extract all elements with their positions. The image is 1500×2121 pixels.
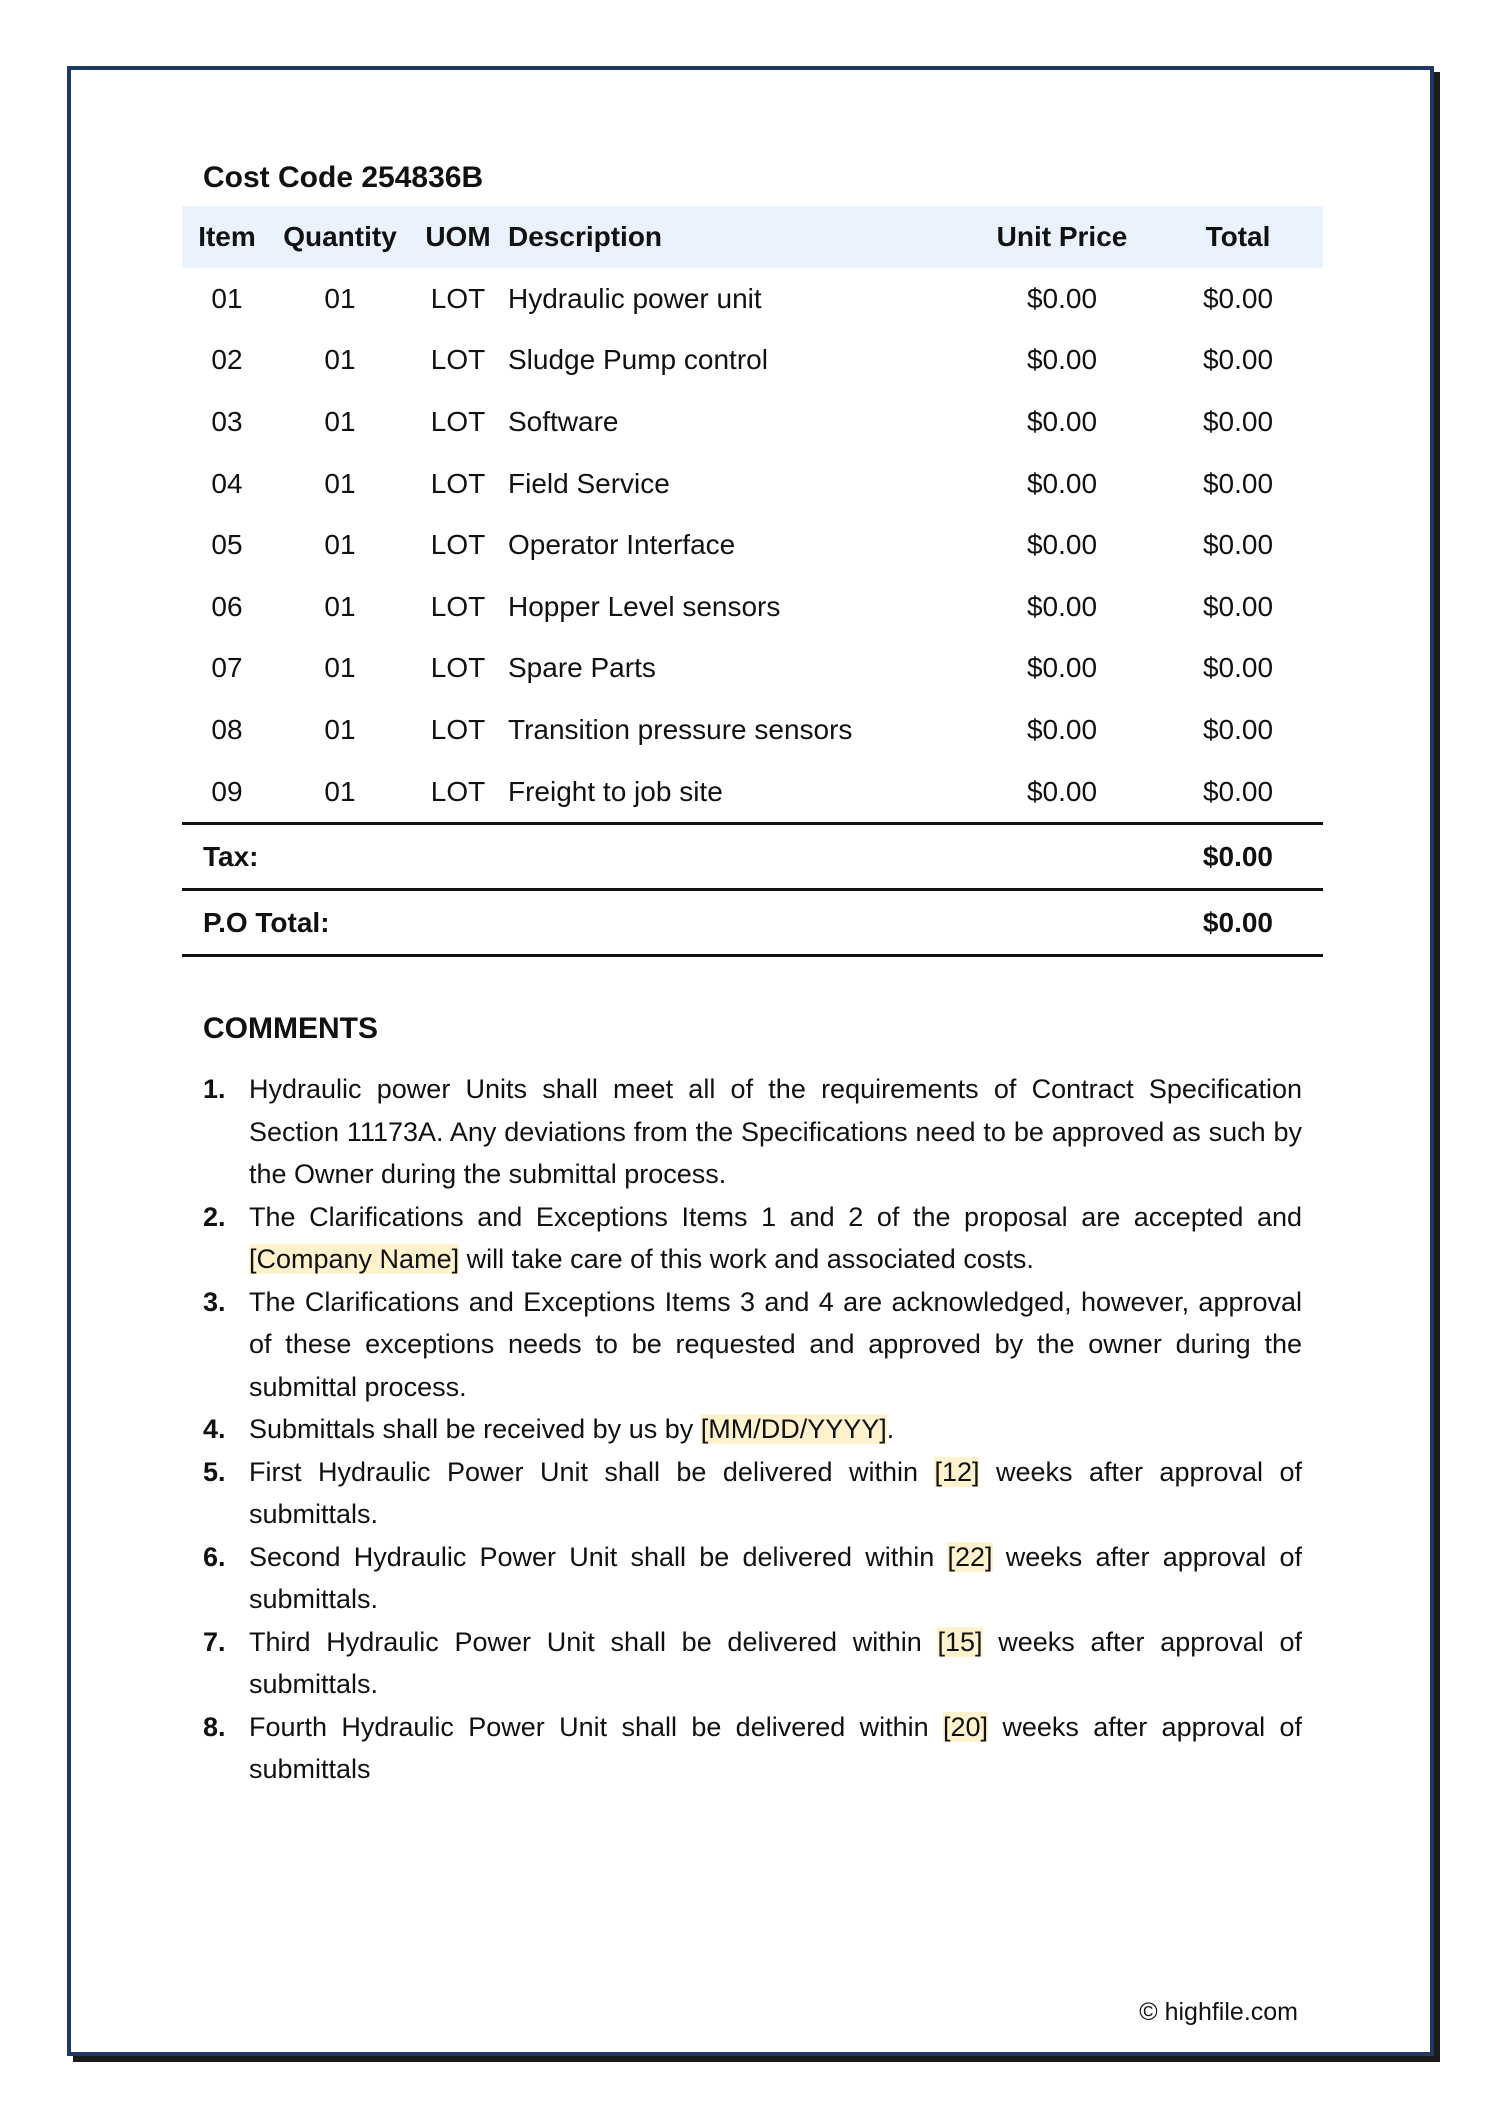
comment-text: Second Hydraulic Power Unit shall be delivered within: [249, 1541, 948, 1572]
placeholder-field: [12]: [934, 1456, 980, 1487]
cell-item: 06: [211, 590, 243, 622]
po-total-value: $0.00: [1202, 906, 1273, 938]
comment-text: First Hydraulic Power Unit shall be delivered within: [249, 1456, 935, 1487]
footer-credit: © highfile.com: [1139, 1998, 1298, 2026]
cell-item: 09: [211, 775, 243, 807]
header-total: Total: [1153, 206, 1323, 268]
items-table: [182, 206, 1323, 822]
comment-item: [203, 1621, 1302, 1706]
cell-uom: LOT: [430, 713, 486, 745]
tax-label: Tax:: [203, 840, 259, 872]
cell-item: 02: [211, 344, 243, 376]
table-row: [182, 761, 1323, 823]
placeholder-field: [MM/DD/YYYY]: [700, 1414, 887, 1445]
cell-total: $0.00: [1202, 282, 1274, 314]
cell-uom: LOT: [430, 282, 486, 314]
header-item: Item: [182, 206, 272, 268]
cell-description: Spare Parts: [508, 652, 656, 684]
cell-unit-price: $0.00: [1026, 590, 1098, 622]
comment-text: The Clarifications and Exceptions Items 1 and 2 of the proposal are accepted and: [249, 1201, 1302, 1232]
cell-quantity: 01: [324, 652, 356, 684]
cell-unit-price: $0.00: [1026, 713, 1098, 745]
cell-quantity: 01: [324, 713, 356, 745]
cell-quantity: 01: [324, 529, 356, 561]
table-row: [182, 699, 1323, 761]
comment-text: weeks after approval of submittals.: [249, 1456, 1302, 1530]
cell-unit-price: $0.00: [1026, 652, 1098, 684]
cell-item: 05: [211, 529, 243, 561]
comment-number: 5.: [203, 1456, 226, 1487]
comment-number: 1.: [203, 1074, 226, 1105]
table-header-row: [182, 206, 1323, 268]
cell-quantity: 01: [324, 775, 356, 807]
comment-number: 3.: [203, 1286, 226, 1317]
cell-description: Field Service: [508, 467, 670, 499]
cell-total: $0.00: [1202, 652, 1274, 684]
placeholder-field: [20]: [942, 1711, 988, 1742]
placeholder-field: [22]: [947, 1541, 993, 1572]
comment-text: Third Hydraulic Power Unit shall be delivered within: [249, 1626, 938, 1657]
table-row: [182, 268, 1323, 330]
table-row: [182, 391, 1323, 453]
cell-total: $0.00: [1202, 775, 1274, 807]
table-row: [182, 576, 1323, 638]
po-total-label: P.O Total:: [203, 906, 330, 938]
cell-uom: LOT: [430, 344, 486, 376]
table-row: [182, 453, 1323, 515]
cell-description: Transition pressure sensors: [508, 713, 853, 745]
cell-quantity: 01: [324, 344, 356, 376]
comment-item: [203, 1706, 1302, 1791]
comment-number: 8.: [203, 1711, 226, 1742]
cell-quantity: 01: [324, 590, 356, 622]
cell-unit-price: $0.00: [1026, 775, 1098, 807]
cost-code-title: Cost Code 254836B: [203, 161, 484, 194]
comment-item: [203, 1196, 1302, 1281]
cell-total: $0.00: [1202, 467, 1274, 499]
cell-total: $0.00: [1202, 405, 1274, 437]
comment-text: Submittals shall be received by us by: [249, 1414, 701, 1445]
comment-text: weeks after approval of submittals: [249, 1711, 1302, 1785]
cell-description: Hopper Level sensors: [508, 590, 781, 622]
cell-total: $0.00: [1202, 344, 1274, 376]
header-description: Description: [508, 206, 971, 268]
comment-text: will take care of this work and associated costs.: [459, 1244, 1034, 1275]
comment-text: weeks after approval of submittals.: [249, 1626, 1302, 1700]
cell-item: 07: [211, 652, 243, 684]
cell-item: 04: [211, 467, 243, 499]
cell-uom: LOT: [430, 775, 486, 807]
comment-item: [203, 1281, 1302, 1409]
cell-total: $0.00: [1202, 590, 1274, 622]
comment-number: 7.: [203, 1626, 226, 1657]
header-uom: UOM: [408, 206, 508, 268]
comment-item: [203, 1451, 1302, 1536]
comment-text: weeks after approval of submittals.: [249, 1541, 1303, 1615]
cell-description: Freight to job site: [508, 775, 723, 807]
comment-item: [203, 1068, 1302, 1196]
cell-quantity: 01: [324, 282, 356, 314]
comment-number: 6.: [203, 1541, 226, 1572]
comment-item: [203, 1408, 1302, 1451]
cell-total: $0.00: [1202, 713, 1274, 745]
cell-item: 03: [211, 405, 243, 437]
cell-uom: LOT: [430, 529, 486, 561]
comment-text: The Clarifications and Exceptions Items 3 and 4 are acknowledged, however, approval of these exceptions needs to be requested and approved by the owner during the submittal process.: [249, 1286, 1302, 1402]
header-quantity: Quantity: [272, 206, 408, 268]
cell-description: Software: [508, 405, 619, 437]
cell-item: 08: [211, 713, 243, 745]
placeholder-field: [15]: [937, 1626, 983, 1657]
cell-item: 01: [211, 282, 243, 314]
cell-unit-price: $0.00: [1026, 467, 1098, 499]
comment-number: 2.: [203, 1201, 226, 1232]
comment-text: Hydraulic power Units shall meet all of the requirements of Contract Specification Section 11173A. Any deviations from the Specifications need to be approved as such by the Owner during the submittal process.: [249, 1074, 1302, 1190]
cell-description: Hydraulic power unit: [508, 282, 762, 314]
tax-row: [182, 822, 1323, 888]
comments-list: [182, 1068, 1302, 1791]
cell-unit-price: $0.00: [1026, 529, 1098, 561]
comments-title: COMMENTS: [203, 1012, 378, 1046]
table-row: [182, 330, 1323, 392]
cell-unit-price: $0.00: [1026, 282, 1098, 314]
cell-unit-price: $0.00: [1026, 405, 1098, 437]
po-total-row: [182, 888, 1323, 957]
cell-quantity: 01: [324, 467, 356, 499]
comment-text: Fourth Hydraulic Power Unit shall be delivered within: [249, 1711, 943, 1742]
cell-description: Operator Interface: [508, 529, 736, 561]
cell-uom: LOT: [430, 467, 486, 499]
cell-quantity: 01: [324, 405, 356, 437]
cell-uom: LOT: [430, 405, 486, 437]
cell-uom: LOT: [430, 652, 486, 684]
placeholder-field: [Company Name]: [249, 1244, 460, 1275]
tax-value: $0.00: [1202, 840, 1273, 872]
table-body: [182, 268, 1323, 822]
header-unit-price: Unit Price: [971, 206, 1153, 268]
cell-total: $0.00: [1202, 529, 1274, 561]
cell-unit-price: $0.00: [1026, 344, 1098, 376]
table-row: [182, 514, 1323, 576]
document-body: [182, 150, 1323, 1791]
cell-uom: LOT: [430, 590, 486, 622]
cell-description: Sludge Pump control: [508, 344, 768, 376]
table-row: [182, 638, 1323, 700]
comment-number: 4.: [203, 1414, 226, 1445]
comment-item: [203, 1536, 1302, 1621]
comment-text: .: [886, 1414, 895, 1445]
